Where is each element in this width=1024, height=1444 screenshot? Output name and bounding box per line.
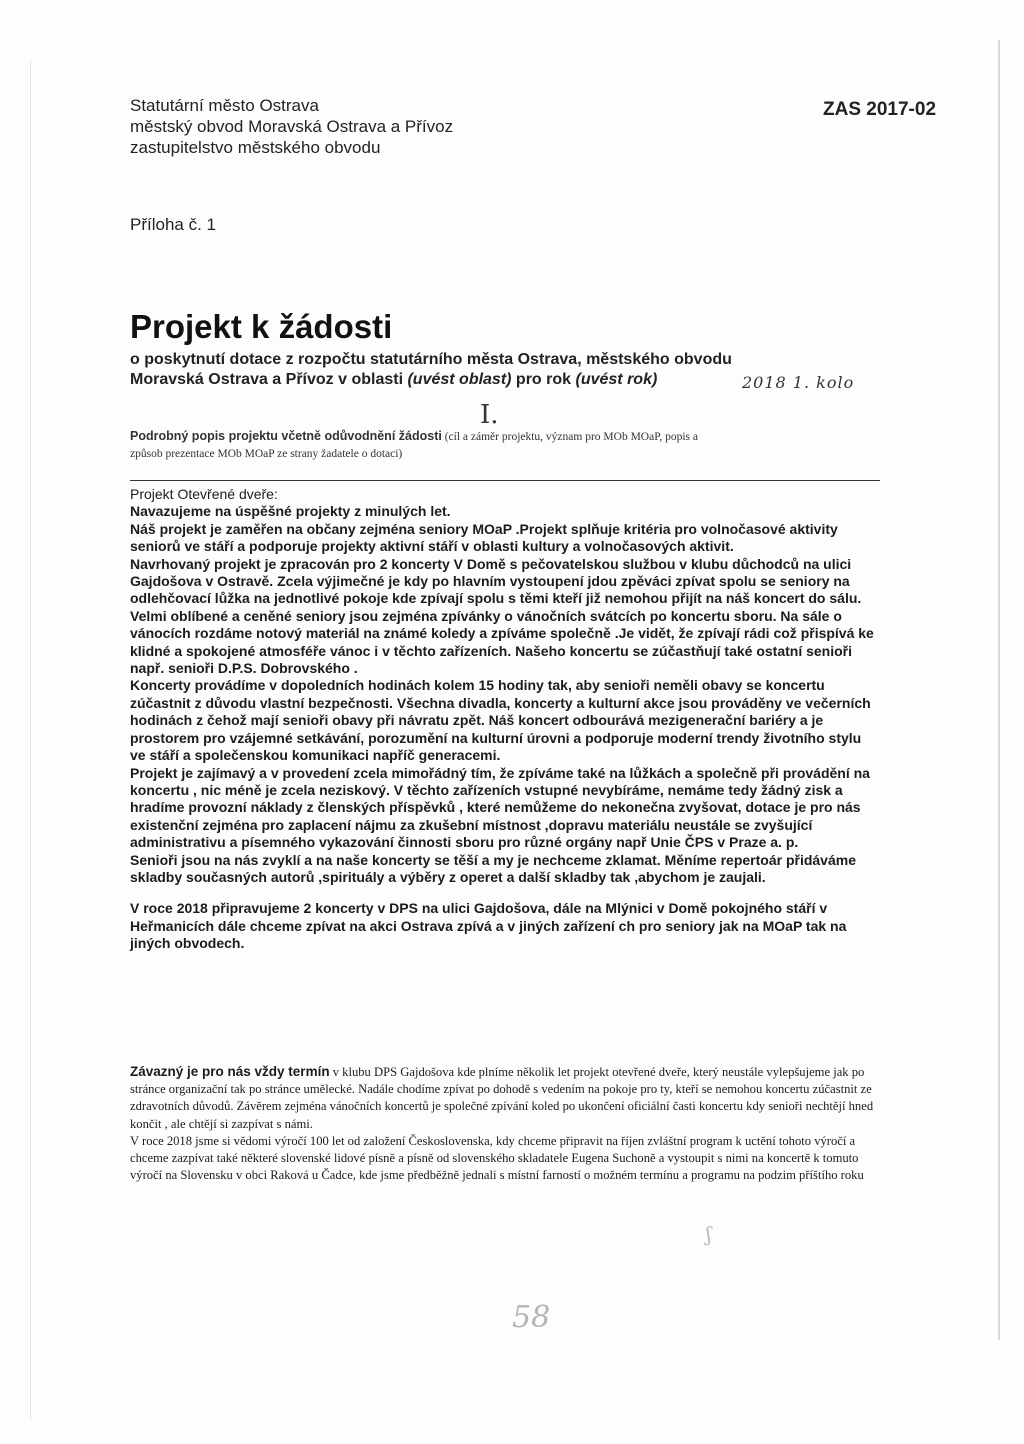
- paragraph: Navrhovaný projekt je zpracován pro 2 koncerty V Domě s pečovatelskou službou v klubu důchodců na ulici Gajdošova v Ostravě. Zcela výjimečné je kdy po hlavním vystoupení jdou zpěváci zpívat spolu se seniory na odlehčovací lůžka na jednotlivé pokoje kde zpívají spolu s těmi kteří již nemohou přijít na náš koncert do sálu. Velmi oblíbené a ceněné seniory jsou zejména zpívánky o vánočních svátcích po koncertu sboru. Na sále o vánocích rozdáme notový materiál na známé koledy a zpíváme společně .Je vidět, že zpívají rádi což přispívá ke klidné a spokojené atmosféře vánoc i v těchto zařízeních. Našeho koncertu se zúčastňují také ostatní senioři např. senioři D.P.S. Dobrovského .: [130, 555, 874, 677]
- section-hint-2: způsob prezentace MOb MOaP ze strany žadatele o dotaci): [130, 448, 403, 460]
- paragraph: V roce 2018 jsme si vědomi výročí 100 let od založení Československa, kdy chceme připravit na říjen zvláštní program k uctění tohoto výročí a chceme zazpívat také některé slovenské lidové písně a písně od slovenského skladatele Eugena Suchoně a vystoupit s nimi na koncertě k tomuto výročí na Slovensku v obci Raková u Čadce, kde jsme předběžně jednali s místní farností o možném termínu a programu na podzim příštího roku: [130, 1133, 864, 1183]
- paragraph-lead: Závazný je pro nás vždy termín: [130, 1064, 330, 1079]
- scan-edge-left: [30, 60, 31, 1420]
- paragraph: Navazujeme na úspěšné projekty z minulých let.: [130, 503, 451, 520]
- issuer-district: městský obvod Moravská Ostrava a Přívoz: [130, 117, 454, 136]
- paragraph-gap: [130, 886, 880, 900]
- issuer-block: [130, 95, 453, 158]
- handwritten-page-number: 58: [512, 1300, 551, 1335]
- paragraph: Projekt je zajímavý a v provedení zcela mimořádný tím, že zpíváme také na lůžkách a společně při provádění na koncertu , nic méně je zcela neziskový. V těchto zařízeních vstupné nevybíráme, nemáme tedy žádný zisk a hradíme provozní náklady z členských příspěvků , které nemůžeme do nekonečna zvyšovat, dotace je pro nás existenční zejména pro zaplacení nájmu za zkušební místnost ,dopravu materiálu neustále se zvyšující administrativu a písemného vykazování činnosti sboru pro různé orgány např Unie ČPS v Praze a. p.: [130, 764, 870, 851]
- paragraph: Senioři jsou na nás zvyklí a na naše koncerty se těší a my je nechceme zklamat. Měníme repertoár přidáváme skladby současných autorů ,spirituály a výběry z operet a další skladby tak ,abychom je zaujali.: [130, 851, 856, 885]
- section-hint-1: (cíl a záměr projektu, význam pro MOb MOaP, popis a: [441, 431, 698, 443]
- subtitle-line-2: Moravská Ostrava a Přívoz v oblasti (uvést oblast) pro rok (uvést rok): [130, 371, 658, 388]
- document-title: Projekt k žádosti: [130, 308, 393, 345]
- scan-edge-right: [998, 40, 1000, 1340]
- attachment-label: Příloha č. 1: [130, 215, 216, 234]
- project-description: [130, 486, 880, 953]
- paragraph: Závazný je pro nás vždy termín v klubu DPS Gajdošova kde plníme několik let projekt otevřené dveře, který neustále vylepšujeme jak po stránce organizační tak po stránce umělecké. Nadále chodíme zpívat po dohodě s vedením na pokoje pro ty, kteří se nemohou koncertu zúčastnit ze zdravotních důvodů. Závěrem zejména vánočních koncertů je společné zpívání koled po ukončení oficiální časti koncertu kdy senioři nechtějí hned končit , ale chtějí si zazpívat s námi.: [130, 1064, 874, 1131]
- issuer-council: zastupitelstvo městského obvodu: [130, 138, 381, 157]
- section-heading: [130, 428, 875, 463]
- project-description-continued: [130, 1063, 885, 1184]
- handwritten-roman-numeral: I.: [480, 400, 499, 430]
- paragraph: Projekt Otevřené dveře:: [130, 486, 278, 502]
- stray-pen-mark: ʃ: [706, 1222, 712, 1246]
- issuer-city: Statutární město Ostrava: [130, 96, 319, 115]
- paragraph: V roce 2018 připravujeme 2 koncerty v DPS na ulici Gajdošova, dále na Mlýnici v Domě pokojného stáří v Heřmanicích dále chceme zpívat na akci Ostrava zpívá a v jiných zařízení ch pro seniory jak na MOaP tak na jiných obvodech.: [130, 900, 847, 952]
- paragraph: Koncerty provádíme v dopoledních hodinách kolem 15 hodiny tak, aby senioři neměli obavy se koncertu zúčastnit z důvodu vlastní bezpečnosti. Všechna divadla, koncerty a kulturní akce jsou prováděny ve večerních hodinách z čehož mají senioři obavy při návratu zpět. Náš koncert odbourává mezigenerační bariéry a je prostorem pro vzájemné setkávání, porozumění na kulturní úrovni a podporuje moderní trendy životního stylu ve stáří a společenskou komunikaci napříč generacemi.: [130, 677, 871, 764]
- subtitle-line-1: o poskytnutí dotace z rozpočtu statutárního města Ostrava, městského obvodu: [130, 351, 732, 368]
- document-reference: ZAS 2017-02: [823, 99, 937, 120]
- section-label: Podrobný popis projektu včetně odůvodnění žádosti: [130, 429, 442, 443]
- paragraph: Náš projekt je zaměřen na občany zejména seniory MOaP .Projekt splňuje kritéria pro volnočasové aktivity seniorů ve stáří a podporuje projekty aktivní stáří v oblasti kultury a volnočasových aktivit.: [130, 520, 838, 555]
- section-divider: [130, 480, 880, 481]
- handwritten-year-round: 2018 1. kolo: [742, 373, 855, 392]
